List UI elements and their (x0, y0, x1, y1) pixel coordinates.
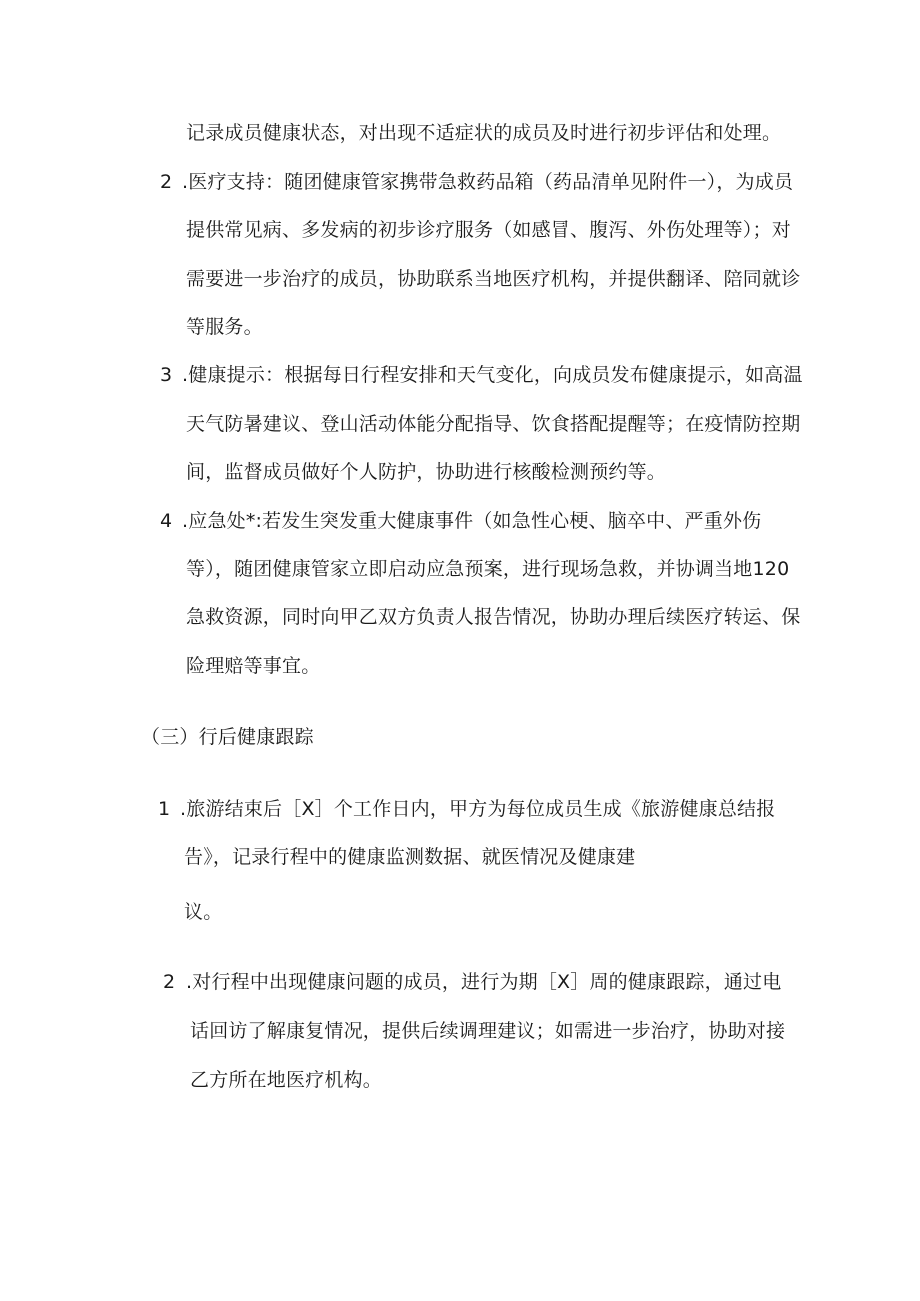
item-3-number: 3 (160, 364, 173, 386)
item-2-line-3: 需要进一步治疗的成员，协助联系当地医疗机构，并提供翻译、陪同就诊 (186, 268, 801, 290)
post-item-1-line-3: 议。 (184, 901, 223, 923)
post-item-2-number: 2 (163, 971, 176, 993)
item-2-line-1: .医疗支持：随团健康管家携带急救药品箱（药品清单见附件一），为成员 (182, 171, 794, 193)
post-item-1-line-1: .旅游结束后［X］个工作日内，甲方为每位成员生成《旅游健康总结报 (180, 798, 776, 820)
post-item-2-line-1: .对行程中出现健康问题的成员，进行为期［X］周的健康跟踪，通过电 (186, 971, 782, 993)
post-item-1-line-2: 告》，记录行程中的健康监测数据、就医情况及健康建 (184, 846, 636, 868)
item-4-line-2: 等），随团健康管家立即启动应急预案，进行现场急救，并协调当地120 (186, 558, 790, 580)
item-4-line-3: 急救资源，同时向甲乙双方负责人报告情况，协助办理后续医疗转运、保 (186, 606, 801, 628)
item-3-line-3: 间，监督成员做好个人防护，协助进行核酸检测预约等。 (186, 461, 667, 483)
item-2-line-2: 提供常见病、多发病的初步诊疗服务（如感冒、腹泻、外伤处理等）；对 (186, 219, 791, 241)
item-3-line-1: .健康提示：根据每日行程安排和天气变化，向成员发布健康提示，如高温 (182, 364, 803, 386)
post-item-2-line-3: 乙方所在地医疗机构。 (190, 1069, 383, 1091)
item-4-line-4: 险理赔等事宜。 (186, 655, 321, 677)
post-item-2-line-2: 话回访了解康复情况，提供后续调理建议；如需进一步治疗，协助对接 (190, 1020, 786, 1042)
item-1-continuation-line-1: 记录成员健康状态，对出现不适症状的成员及时进行初步评估和处理。 (186, 122, 782, 144)
item-3-line-2: 天气防暑建议、登山活动体能分配指导、饮食搭配提醒等；在疫情防控期 (186, 413, 801, 435)
item-4-number: 4 (160, 510, 173, 532)
item-2-line-4: 等服务。 (186, 316, 263, 338)
post-item-1-number: 1 (158, 798, 171, 820)
section-heading: （三）行后健康跟踪 (141, 726, 314, 748)
item-4-line-1: .应急处*:若发生突发重大健康事件（如急性心梗、脑卒中、严重外伤 (182, 510, 762, 532)
item-2-number: 2 (160, 171, 173, 193)
